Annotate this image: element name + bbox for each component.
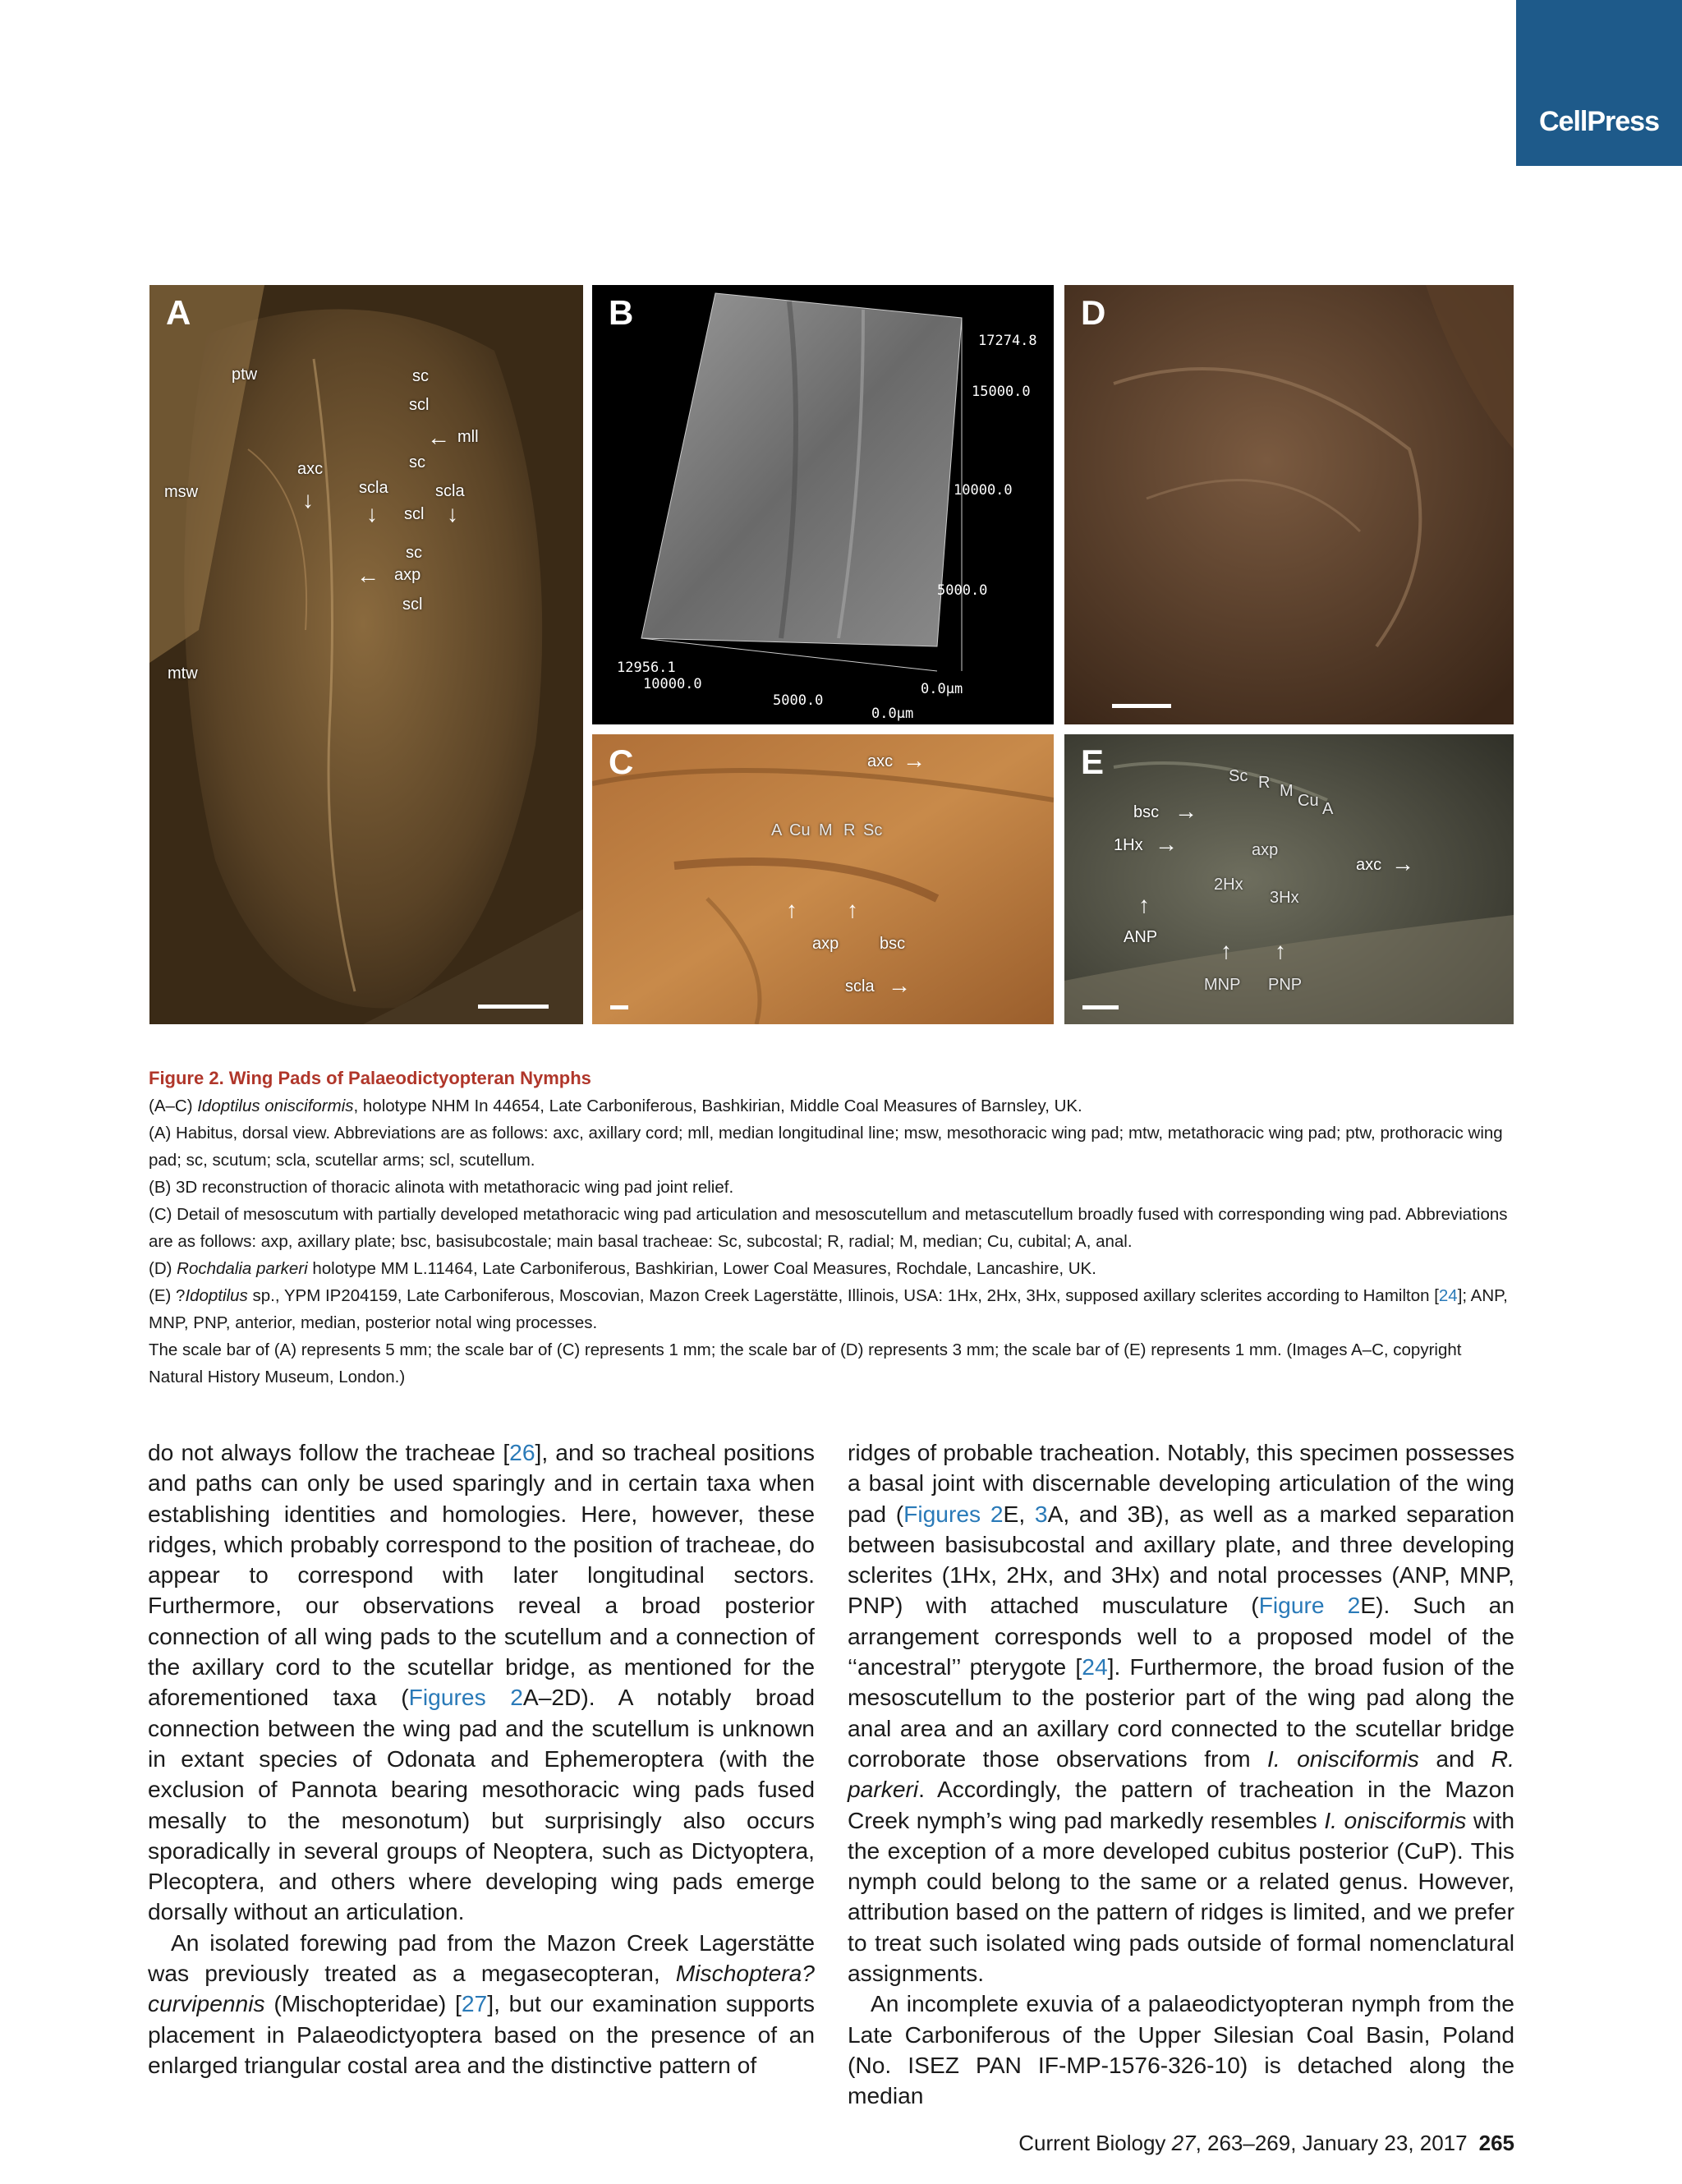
paragraph: do not always follow the tracheae [26], and so tracheal positions and paths can only be used sparingly and in certain taxa when establishing identities and homologies. Here, however, these ridges, which probably correspond to the position of tracheae, do appear to correspond with later longitudinal sectors. Furthermore, our observations reveal a broad posterior connection of all wing pads to the scutellum and a connection of the axillary cord to the scutellar bridge, as mentioned for the aforementioned taxa (Figures 2A–2D). A notably broad connection between the wing pad and the scutellum is unknown in extant species of Odonata and Ephemeroptera (with the exclusion of Pannota bearing mesothoracic wing pads fused mesally to the mesonotum) but surprisingly also occurs sporadically in several groups of Neoptera, such as Dictyoptera, Plecoptera, and others where developing wing pads emerge dorsally without an articulation. xyxy=(148,1439,815,1925)
figure-panel-c xyxy=(592,734,1054,1024)
label-scla: scla xyxy=(845,977,875,995)
arrow-right-icon: → xyxy=(888,972,911,998)
label-bsc: bsc xyxy=(880,935,906,953)
figure-link[interactable]: Figures 2 xyxy=(408,1684,523,1711)
label-mnp: MNP xyxy=(1204,976,1241,994)
label-r: R xyxy=(843,821,856,839)
caption-line: (C) Detail of mesoscutum with partially developed metathoracic wing pad articulation and mesoscutellum and metascutellum broadly fused with corresponding wing pad. Abbreviations are as follows: axp, axillary plate; bsc, basisubcostale; main basal tracheae: Sc, subcostal; R, radial; M, median; Cu, cubital; A, anal. xyxy=(149,1205,1508,1251)
label-scl: scl xyxy=(402,595,423,614)
label-axp: axp xyxy=(1252,841,1279,859)
arrow-right-icon: → xyxy=(1391,851,1414,876)
paragraph: An isolated forewing pad from the Mazon Creek Lagerstätte was previously treated as a megasecopteran, Mischoptera? curvipennis (Mischopteridae) [27], but our examination supports placement in Palaeodictyoptera based on the presence of an enlarged triangular costal area and the distinctive pattern of xyxy=(148,1929,815,2078)
label-scl: scl xyxy=(409,396,430,414)
cellpress-logo: CellPress xyxy=(1516,0,1682,166)
citation-link[interactable]: 26 xyxy=(509,1439,535,1465)
panel-letter-e: E xyxy=(1081,743,1105,781)
axis-tick: 17274.8 xyxy=(978,333,1037,349)
panel-letter-b: B xyxy=(609,293,634,332)
arrow-right-icon: → xyxy=(1174,798,1197,824)
label-axp: axp xyxy=(812,935,839,953)
caption-line: (E) ?Idoptilus sp., YPM IP204159, Late Carboniferous, Moscovian, Mazon Creek Lagerstätte, Illinois, USA: 1Hx, 2Hx, 3Hx, supposed axillary sclerites according to Hamilton [24]; ANP, MNP, PNP, anterior, median, posterior notal wing processes. xyxy=(149,1286,1508,1332)
figure-caption xyxy=(149,1064,1515,1391)
figure-panel-d xyxy=(1064,285,1514,724)
axis-tick: 0.0µm xyxy=(921,681,963,697)
caption-line: (A) Habitus, dorsal view. Abbreviations are as follows: axc, axillary cord; mll, median longitudinal line; msw, mesothoracic wing pad; mtw, metathoracic wing pad; ptw, prothoracic wing pad; sc, scutum; scla, scutellar arms; scl, scutellum. xyxy=(149,1124,1503,1170)
scale-bar xyxy=(1082,1005,1119,1009)
label-m: M xyxy=(819,821,833,839)
arrow-down-icon: ↓ xyxy=(302,487,314,513)
citation-link[interactable]: 27 xyxy=(461,1990,488,2017)
citation-link[interactable]: 24 xyxy=(1082,1653,1108,1681)
label-1hx: 1Hx xyxy=(1114,836,1143,854)
label-sc: sc xyxy=(409,453,425,471)
label-anp: ANP xyxy=(1124,928,1158,946)
arrow-up-icon: ↑ xyxy=(1220,938,1232,963)
label-mll: mll xyxy=(457,428,479,446)
axis-tick: 10000.0 xyxy=(643,676,702,692)
axis-tick: 15000.0 xyxy=(972,384,1031,400)
label-msw: msw xyxy=(164,483,199,501)
arrow-left-icon: ← xyxy=(427,425,450,450)
arrow-right-icon: → xyxy=(903,747,926,773)
fossil-photo-d xyxy=(1064,285,1514,724)
label-axc: axc xyxy=(867,752,894,770)
label-2hx: 2Hx xyxy=(1214,876,1243,894)
label-sc: sc xyxy=(406,544,422,562)
paragraph: An incomplete exuvia of a palaeodictyopteran nymph from the Late Carboniferous of the Upper Silesian Coal Basin, Poland (No. ISEZ PAN IF-MP-1576-326-10) is detached along the median xyxy=(848,1990,1514,2109)
scale-bar xyxy=(478,1005,549,1009)
axis-tick: 12956.1 xyxy=(617,660,676,676)
label-a: A xyxy=(771,821,783,839)
scale-bar xyxy=(1112,704,1171,708)
arrow-left-icon: ← xyxy=(356,563,379,588)
label-sc: Sc xyxy=(863,821,883,839)
label-r: R xyxy=(1258,774,1271,792)
scale-bar xyxy=(610,1005,628,1009)
label-scla: scla xyxy=(359,479,388,497)
caption-line: (A–C) Idoptilus onisciformis, holotype NHM In 44654, Late Carboniferous, Bashkirian, Middle Coal Measures of Barnsley, UK. xyxy=(149,1097,1082,1115)
arrow-down-icon: ↓ xyxy=(447,501,458,526)
label-bsc: bsc xyxy=(1133,803,1160,821)
label-axc: axc xyxy=(297,460,324,478)
arrow-up-icon: ↑ xyxy=(786,897,797,922)
axis-tick: 5000.0 xyxy=(937,582,988,599)
arrow-down-icon: ↓ xyxy=(366,501,378,526)
caption-line: (B) 3D reconstruction of thoracic alinota with metathoracic wing pad joint relief. xyxy=(149,1178,734,1197)
arrow-up-icon: ↑ xyxy=(847,897,858,922)
paragraph: ridges of probable tracheation. Notably, this specimen possesses a basal joint with discernable developing articulation of the wing pad (Figures 2E, 3A, and 3B), as well as a marked separation between basisubcostal and axillary plate, and three developing sclerites (1Hx, 2Hx, and 3Hx) and notal processes (ANP, MNP, PNP) with attached musculature (Figure 2E). Such an arrangement corresponds well to a proposed model of the ‘‘ancestral’’ pterygote [24]. Furthermore, the broad fusion of the mesoscutellum to the posterior part of the wing pad along the anal area and an axillary cord connected to the scutellar bridge corroborate those observations from I. onisciformis and R. parkeri. Accordingly, the pattern of tracheation in the Mazon Creek nymph’s wing pad markedly resembles I. onisciformis with the exception of a more developed cubitus posterior (CuP). This nymph could belong to the same or a related genus. However, attribution based on the pattern of ridges is limited, and we prefer to treat such isolated wing pads outside of formal nomenclatural assignments. xyxy=(848,1439,1515,1987)
panel-letter-a: A xyxy=(166,293,191,332)
body-column-left xyxy=(148,1437,815,2081)
label-sc: sc xyxy=(412,367,429,385)
fossil-photo-a xyxy=(149,285,583,1024)
label-scl: scl xyxy=(404,505,425,523)
3d-reconstruction-b xyxy=(592,285,1054,724)
axis-tick: 10000.0 xyxy=(954,482,1013,499)
label-cu: Cu xyxy=(1298,792,1319,810)
label-pnp: PNP xyxy=(1268,976,1303,994)
figure-link[interactable]: 3 xyxy=(1034,1500,1048,1527)
arrow-up-icon: ↑ xyxy=(1275,938,1286,963)
figure-panel-b xyxy=(592,285,1054,724)
label-a: A xyxy=(1322,800,1334,818)
axis-tick: 5000.0 xyxy=(773,692,824,709)
figure-link[interactable]: Figure 2 xyxy=(1258,1592,1361,1619)
fossil-photo-c xyxy=(592,734,1054,1024)
label-mtw: mtw xyxy=(168,664,198,683)
label-m: M xyxy=(1280,782,1294,800)
label-cu: Cu xyxy=(789,821,811,839)
caption-title: Figure 2. Wing Pads of Palaeodictyopteran Nymphs xyxy=(149,1068,591,1088)
label-sc: Sc xyxy=(1229,767,1248,785)
figure-link[interactable]: Figures 2 xyxy=(903,1500,1004,1527)
arrow-up-icon: ↑ xyxy=(1138,892,1150,917)
label-axp: axp xyxy=(394,566,421,584)
caption-line: (D) Rochdalia parkeri holotype MM L.11464, Late Carboniferous, Bashkirian, Lower Coal Measures, Rochdale, Lancashire, UK. xyxy=(149,1259,1096,1278)
label-ptw: ptw xyxy=(232,366,258,384)
page-number: 265 xyxy=(1478,2131,1514,2155)
panel-letter-c: C xyxy=(609,743,634,781)
citation-link[interactable]: 24 xyxy=(1438,1286,1458,1305)
label-3hx: 3Hx xyxy=(1270,889,1299,907)
page-footer: Current Biology 27, 263–269, January 23, 2017 265 xyxy=(1018,2131,1514,2155)
axis-tick: 0.0µm xyxy=(871,706,914,722)
figure-panel-a xyxy=(149,285,583,1024)
panel-letter-d: D xyxy=(1081,293,1106,332)
arrow-right-icon: → xyxy=(1155,831,1178,857)
figure-panel-e xyxy=(1064,734,1514,1024)
body-column-right xyxy=(848,1437,1514,2112)
label-scla: scla xyxy=(435,482,465,500)
label-axc: axc xyxy=(1356,856,1382,874)
caption-line: The scale bar of (A) represents 5 mm; the scale bar of (C) represents 1 mm; the scale bar of (D) represents 3 mm; the scale bar of (E) represents 1 mm. (Images A–C, copyright Natural History Museum, London.) xyxy=(149,1340,1462,1386)
